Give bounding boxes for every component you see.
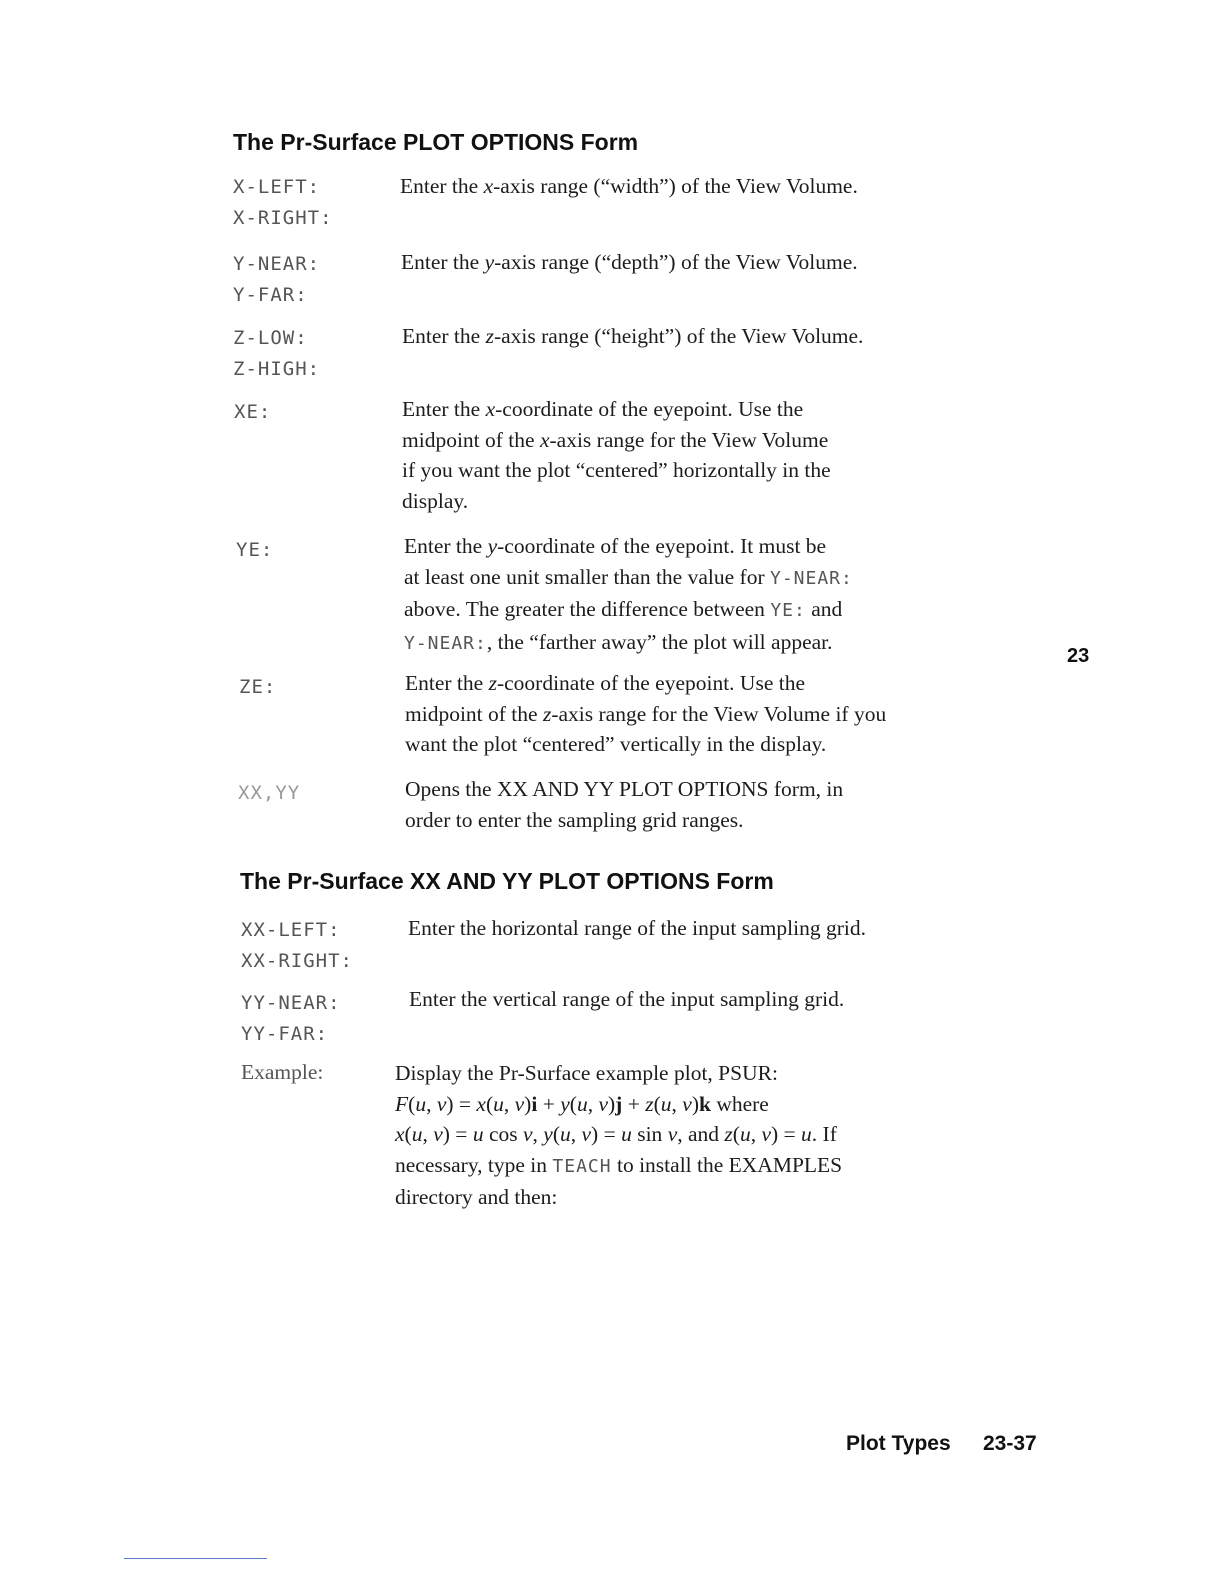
desc-yy-range: Enter the vertical range of the input sampling grid. <box>409 987 845 1011</box>
desc-ye: Enter the y-coordinate of the eyepoint. It must be at least one unit smaller than the value for Y-NEAR: above. The greater the difference between YE: and Y-NEAR:, the “farther away” the plot will appear. <box>404 534 853 654</box>
term-x-right: X-RIGHT: <box>233 207 333 229</box>
example-label: Example: <box>241 1060 324 1084</box>
desc-xx-range: Enter the horizontal range of the input sampling grid. <box>408 916 866 940</box>
desc-y-range: Enter the y-axis range (“depth”) of the View Volume. <box>401 250 858 274</box>
term-yy-far: YY-FAR: <box>241 1023 329 1045</box>
term-y-near: Y-NEAR: <box>233 253 321 275</box>
desc-xx-yy: Opens the XX AND YY PLOT OPTIONS form, in order to enter the sampling grid ranges. <box>405 777 844 832</box>
term-xx-left: XX-LEFT: <box>241 919 341 941</box>
chapter-tab: 23 <box>1067 645 1090 667</box>
footer-page-number: 23-37 <box>983 1432 1037 1455</box>
section-heading-plot-options: The Pr-Surface PLOT OPTIONS Form <box>233 129 639 155</box>
section-heading-xx-yy-options: The Pr-Surface XX AND YY PLOT OPTIONS Form <box>240 868 774 894</box>
desc-x-range: Enter the x-axis range (“width”) of the View Volume. <box>400 174 858 198</box>
term-y-far: Y-FAR: <box>233 284 308 306</box>
term-xx-yy-key: XX,YY <box>238 782 301 804</box>
desc-z-range: Enter the z-axis range (“height”) of the View Volume. <box>402 324 864 348</box>
term-x-left: X-LEFT: <box>233 176 321 198</box>
term-z-low: Z-LOW: <box>233 327 308 349</box>
desc-ze: Enter the z-coordinate of the eyepoint. Use the midpoint of the z-axis range for the View Volume if you want the plot “centered” vertically in the display. <box>405 671 887 756</box>
footer-title: Plot Types <box>846 1432 951 1455</box>
teach-key: TEACH <box>552 1155 612 1177</box>
term-ze: ZE: <box>239 676 277 698</box>
term-ye: YE: <box>236 539 274 561</box>
term-z-high: Z-HIGH: <box>233 358 321 380</box>
example-text: Display the Pr-Surface example plot, PSUR: F(u, v) = x(u, v)i + y(u, v)j + z(u, v)k where x(u, v) = u cos v, y(u, v) = u sin v, and z(u, v) = u. If necessary, type in TEACH to install the EXAMPLES directory and then: <box>395 1061 843 1209</box>
term-yy-near: YY-NEAR: <box>241 992 341 1014</box>
footer-rule <box>124 1558 267 1559</box>
term-xx-right: XX-RIGHT: <box>241 950 353 972</box>
term-xe: XE: <box>234 401 272 423</box>
desc-xe: Enter the x-coordinate of the eyepoint. Use the midpoint of the x-axis range for the View Volume if you want the plot “centered” horizontally in the display. <box>402 397 831 513</box>
